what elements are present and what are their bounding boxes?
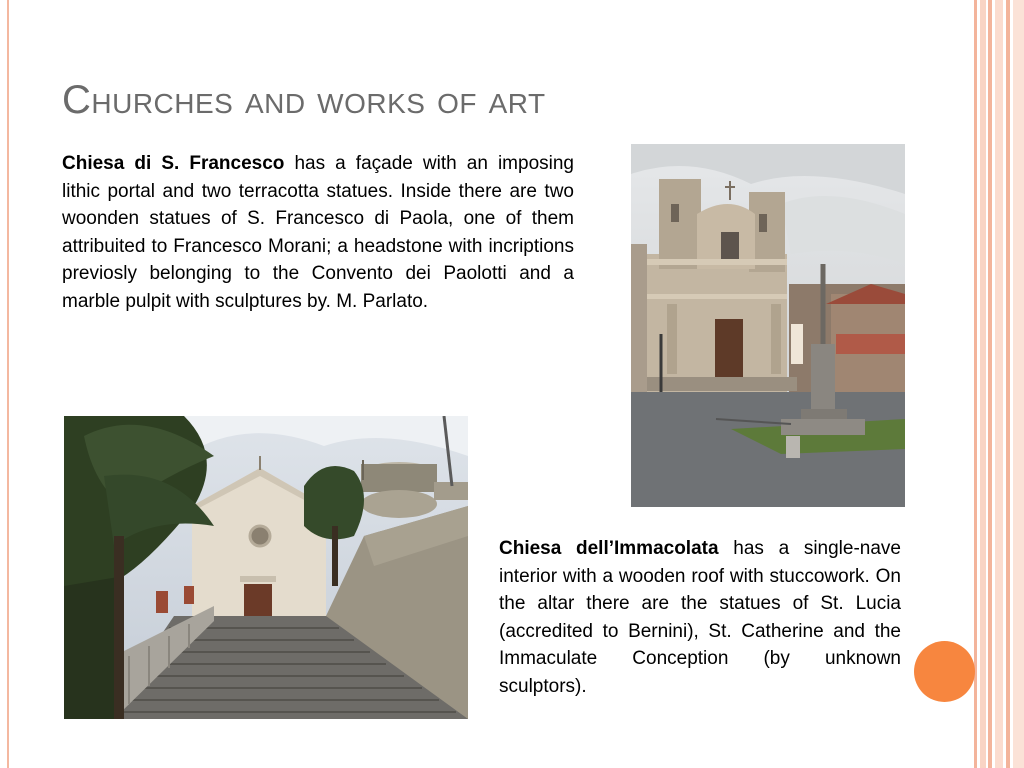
francesco-description: has a façade with an imposing lithic portal and two terracotta statues. Inside there are two woonden statues of S. Francesco di Paola, one of them attribuited to Francesco Morani; a headstone with incriptions previosly belonging to the Convento dei Paolotti and a marble pulpit with sculptures by. M. Parlato. [62,153,574,312]
slide-title: Churches and works of art [62,78,546,122]
immacolata-church-photo [64,416,468,719]
orange-decorative-circle [914,641,975,702]
immacolata-paragraph [499,535,901,700]
immacolata-church-name: Chiesa dell’Immacolata [499,538,719,559]
right-decorative-stripes [974,0,1024,768]
left-border-line [7,0,9,768]
immacolata-description: has a single-nave interior with a wooden roof with stuccowork. On the altar there are the statues of St. Lucia (accredited to Bernini), St. Catherine and the Immaculate Conception (by unknown sculptors). [499,538,901,697]
francesco-paragraph [62,150,574,315]
san-francesco-church-photo [631,144,905,507]
francesco-church-name: Chiesa di S. Francesco [62,153,285,174]
